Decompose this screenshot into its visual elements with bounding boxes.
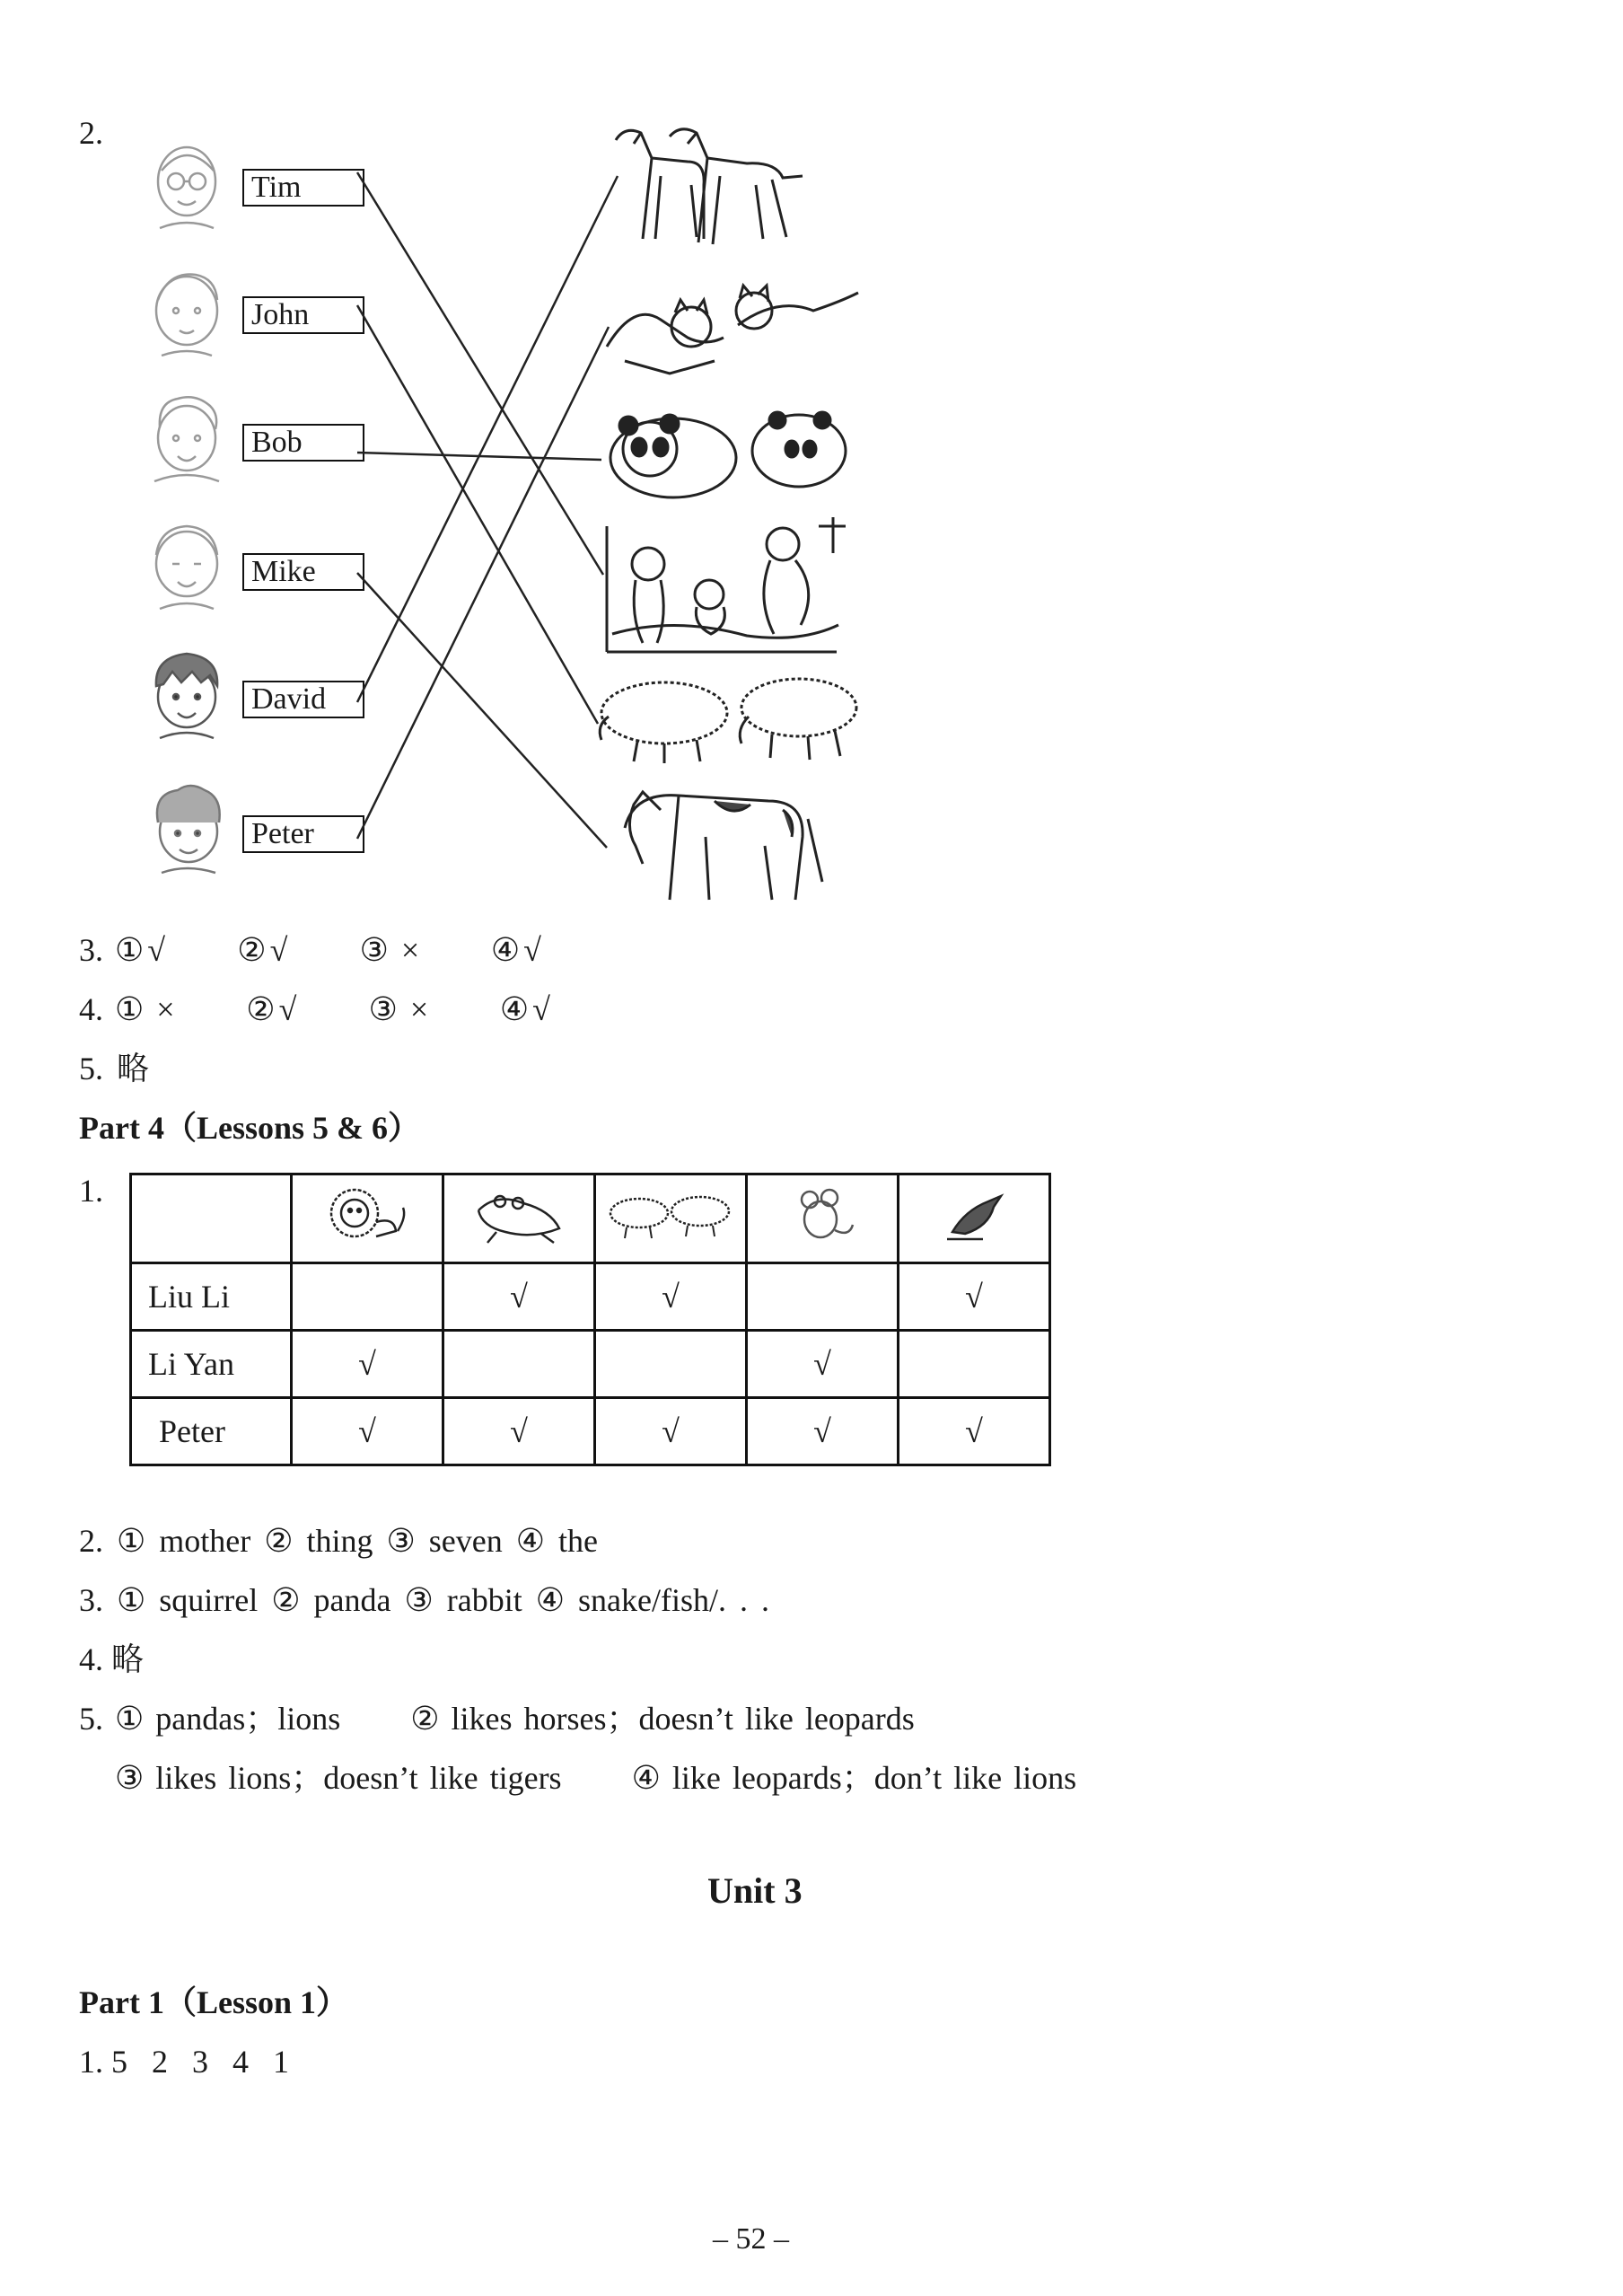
table-header-row (131, 1174, 1050, 1263)
answer-3-item-3-mark: × (400, 932, 420, 968)
part-4-heading: Part 4（Lessons 5 & 6） (79, 1110, 420, 1146)
part-4-q5-line-1: 5. ① pandas；lions ② likes horses；doesn’t like leopards (79, 1701, 915, 1737)
answer-3-item-2-mark: √ (269, 932, 288, 968)
name-box-david: David (242, 681, 364, 718)
table-header-cell (292, 1174, 443, 1263)
table-cell: √ (747, 1331, 899, 1398)
part-4-q1-label: 1. (79, 1173, 103, 1209)
answer-4-row (79, 991, 550, 1027)
table-cell: √ (292, 1331, 443, 1398)
name-box-peter: Peter (242, 815, 364, 853)
table-cell (899, 1331, 1050, 1398)
name-box-mike: Mike (242, 553, 364, 591)
table-row (131, 1398, 1050, 1465)
sheep-icon (603, 1188, 738, 1242)
answer-4-item-1-mark: × (156, 991, 175, 1027)
answer-5-text: 略 (117, 1051, 150, 1086)
answer-3-label: 3. (79, 932, 103, 968)
answer-3-item-1-num: ① (115, 932, 145, 968)
table-cell (292, 1263, 443, 1331)
table-cell: √ (899, 1398, 1050, 1465)
answer-4-item-3-num: ③ (368, 991, 398, 1027)
unit-3-part-1-heading: Part 1（Lesson 1） (79, 1984, 348, 2020)
question-2-label: 2. (79, 115, 103, 151)
table-cell: √ (899, 1263, 1050, 1331)
table-cell: √ (443, 1398, 595, 1465)
table-header-cell (595, 1174, 747, 1263)
answer-4-item-1-num: ① (115, 991, 145, 1027)
part-4-q3: 3. ① squirrel ② panda ③ rabbit ④ snake/fish/. . . (79, 1582, 769, 1618)
part-4-q2: 2. ① mother ② thing ③ seven ④ the (79, 1523, 599, 1559)
answer-4-item-3-mark: × (409, 991, 429, 1027)
table-cell (443, 1331, 595, 1398)
table-header-cell (443, 1174, 595, 1263)
bird-icon (938, 1183, 1010, 1246)
answer-3-item-1-mark: √ (147, 932, 166, 968)
answer-4-item-4-mark: √ (532, 991, 550, 1027)
answer-5-row (79, 1051, 149, 1086)
row-name-liu-li: Liu Li (131, 1263, 292, 1331)
answer-4-item-2-num: ② (246, 991, 276, 1027)
table-cell: √ (595, 1398, 747, 1465)
table-row (131, 1263, 1050, 1331)
part-4-q4: 4. 略 (79, 1641, 145, 1677)
row-name-peter: Peter (131, 1398, 292, 1465)
answer-3-item-4-mark: √ (523, 932, 541, 968)
mouse-icon (786, 1183, 858, 1246)
table-cell: √ (595, 1263, 747, 1331)
name-box-john: John (242, 296, 364, 334)
table-cell: √ (292, 1398, 443, 1465)
lion-icon (322, 1181, 412, 1249)
table-corner-cell (131, 1174, 292, 1263)
matching-lines (0, 0, 1623, 907)
unit-3-title: Unit 3 (707, 1870, 803, 1911)
answer-5-label: 5. (79, 1051, 103, 1086)
answer-4-item-2-mark: √ (278, 991, 297, 1027)
table-cell: √ (747, 1398, 899, 1465)
name-box-tim: Tim (242, 169, 364, 207)
unit-3-q1: 1. 5 2 3 4 1 (79, 2044, 289, 2080)
answer-3-item-4-num: ④ (490, 932, 521, 968)
name-box-bob: Bob (242, 424, 364, 462)
table-header-cell (747, 1174, 899, 1263)
frog-icon (469, 1183, 568, 1246)
table-cell: √ (443, 1263, 595, 1331)
table-cell (747, 1263, 899, 1331)
answer-4-item-4-num: ④ (499, 991, 530, 1027)
answer-3-row (79, 932, 541, 968)
answer-4-label: 4. (79, 991, 103, 1027)
answer-3-item-3-num: ③ (359, 932, 389, 968)
table-cell (595, 1331, 747, 1398)
answer-3-item-2-num: ② (237, 932, 267, 968)
table-header-cell (899, 1174, 1050, 1263)
table-row (131, 1331, 1050, 1398)
row-name-li-yan: Li Yan (131, 1331, 292, 1398)
page-number: – 52 – (713, 2222, 789, 2256)
animals-likes-table (129, 1173, 1051, 1466)
part-4-q5-line-2: ③ likes lions；doesn’t like tigers ④ like leopards；don’t like lions (115, 1760, 1077, 1796)
